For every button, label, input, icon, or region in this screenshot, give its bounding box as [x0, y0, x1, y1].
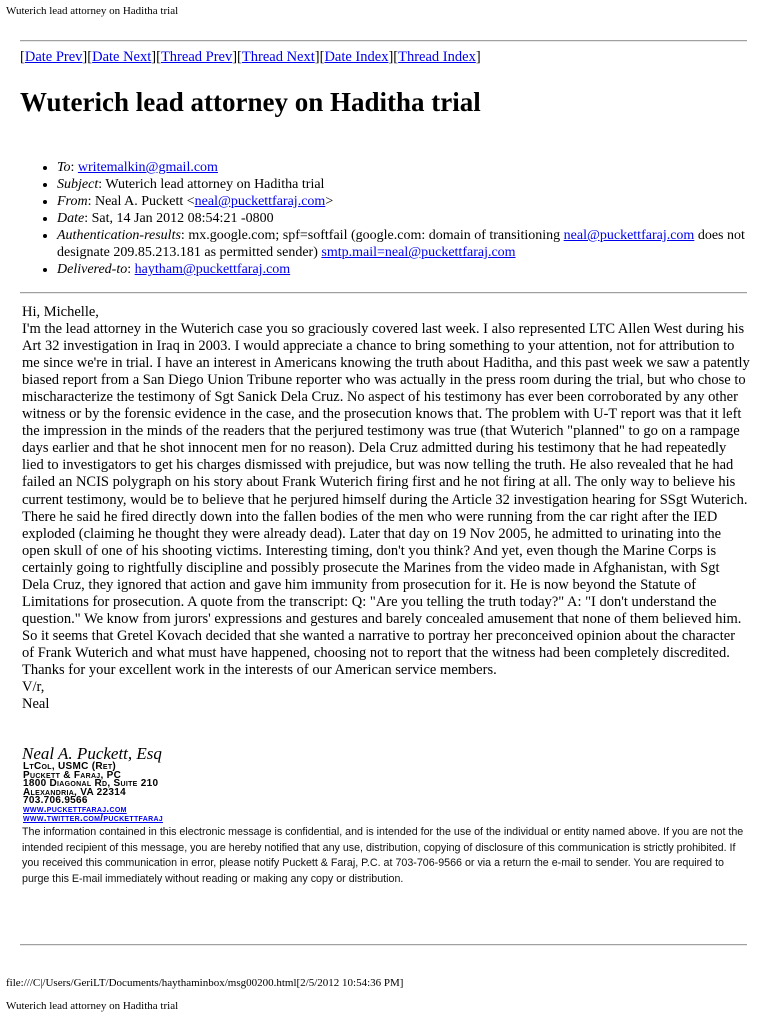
auth-text: mx.google.com; spf=softfail (google.com: domain of transitioning — [188, 228, 564, 243]
nav-thread-prev-link[interactable]: Thread Prev — [160, 49, 233, 65]
signature-name: Neal A. Puckett, Esq — [22, 744, 162, 763]
header-divider — [20, 292, 747, 294]
signature-line: 1800 Diagonal Rd, Suite 210 — [23, 778, 159, 790]
nav-date-prev-link[interactable]: Date Prev — [24, 49, 83, 65]
top-divider — [20, 40, 747, 42]
confidentiality-disclaimer: The information contained in this electronic message is confidential, and is intended for the use of the individual or entity named above. If you are not the intended recipient of this message, you are hereby notified that any use, distribution, copying of disclosure of this communication is strictly prohibited. If you received this communication in error, please notify Puckett & Faraj, P.C. at 703-706-9566 or via a return the e-mail to sender. You are required to purge this E-mail immediately without reading or making any copy or distribution. — [22, 826, 744, 885]
header-to: • To: writemalkin@gmail.com — [57, 159, 748, 176]
date-value: Sat, 14 Jan 2012 08:54:21 -0800 — [91, 211, 274, 226]
message-title: Wuterich lead attorney on Haditha trial — [20, 87, 481, 117]
subject-value: Wuterich lead attorney on Haditha trial — [105, 177, 325, 192]
header-subject: • Subject: Wuterich lead attorney on Haditha trial — [57, 176, 748, 193]
message-nav — [20, 49, 481, 66]
header-name: To — [57, 160, 71, 175]
website-link[interactable]: www.puckettfaraj.com — [23, 803, 127, 815]
auth-smtp-link[interactable]: smtp.mail=neal@puckettfaraj.com — [321, 245, 516, 260]
message-body — [22, 304, 750, 713]
nav-bracket-open: [ — [20, 49, 25, 65]
twitter-link[interactable]: www.twitter.com/puckettfaraj — [23, 812, 163, 824]
header-delivered-to: • Delivered-to: haytham@puckettfaraj.com — [57, 261, 748, 278]
thanks-line: Thanks for your excellent work in the interests of our American service members. — [22, 661, 497, 678]
nav-separator: ][ — [388, 49, 399, 65]
header-auth-results: • Authentication-results: mx.google.com; spf=softfail (google.com: domain of transitioning neal@puckettfaraj.com does not designate 209.85.213.181 as permitted sender) smtp.mail=neal@puckettfaraj.com — [57, 227, 748, 261]
auth-text: does not designate 209.85.213.181 as permitted sender) — [57, 228, 745, 260]
message-headers — [20, 159, 748, 278]
from-email-link[interactable]: neal@puckettfaraj.com — [194, 194, 326, 209]
closing: V/r, — [22, 679, 45, 696]
header-name: From — [57, 194, 88, 209]
header-name: Date — [57, 211, 85, 226]
header-name: Authentication-results — [57, 228, 181, 243]
signature-line: LtCol, USMC (Ret) — [23, 761, 117, 772]
print-header: Wuterich lead attorney on Haditha trial — [6, 5, 179, 17]
bottom-divider — [20, 944, 747, 946]
nav-bracket-close: ] — [475, 49, 481, 65]
nav-thread-next-link[interactable]: Thread Next — [241, 49, 315, 65]
sender-first-name: Neal — [22, 696, 50, 713]
nav-separator: ][ — [151, 49, 161, 65]
to-email-link[interactable]: writemalkin@gmail.com — [77, 160, 218, 175]
body-paragraph: I'm the lead attorney in the Wuterich case you so graciously covered last week. I also represented LTC Allen West during his Art 32 investigation in Iraq in 2003. I would appreciate a chance to bring something to your attention, not for attribution to me since we're in trial. I have an interest in Americans knowing the truth about Haditha, and this past week we saw a patently biased report from a San Diego Union Tribune reporter who was actually in the press room during the trial, but who chose to mischaracterize the testimony of Sgt Sanick Dela Cruz. No aspect of his testimony has ever been corroborated by any other witness or by the forensic evidence in the case, and the prosecution knows that. The problem with U-T report was that it left the impression in the minds of the readers that the perjured testimony was true (that Wuterich "planned" to go on a rampage days earlier and that he shot innocent men for no reason). Dela Cruz admitted during his testimony that he had repeatedly lied to investigators to get his charges dismissed with prejudice, but was now telling the truth. He also revealed that he had failed an NCIS polygraph on his story about Frank Wuterich firing first and he not firing at all. The only way to believe his current testimony, would be to believe that he perjured himself during the Article 32 investigation hearing for SSgt Wuterich. There he said he fired directly down into the fallen bodies of the men who were running from the car right after the IED exploded (claiming he thought they were already dead). Later that day on 19 Nov 2005, he admitted to urinating into the open skull of one of his shooting victims. Interesting timing, don't you think? And yet, even though the Marine Corps is certainly going to rightfully discipline and possibly prosecute the Marines from the video made in Afghanistan, with Sgt Dela Cruz, they ignored that action and gave him immunity from prosecution for it. He is now beyond the Statute of Limitations for prosecution. A quote from the transcript: Q: "Are you telling the truth today?" A: "I don't understand the question." We know from jurors' expressions and gestures and barely concealed amusement that none of them believed him. So it seems that Gretel Kovach decided that she wanted a narrative to portray her preconceived opinion about the character of Frank Wuterich and what must have happened, choosing not to report that the witness had been completely discredited. — [22, 321, 750, 661]
signature-line: Alexandria, VA 22314 — [23, 786, 126, 798]
greeting: Hi, Michelle, — [22, 304, 99, 320]
nav-date-index-link[interactable]: Date Index — [324, 49, 389, 65]
signature-line: Puckett & Faraj, PC — [23, 769, 122, 781]
header-name: Delivered-to — [57, 262, 128, 277]
nav-separator: ][ — [314, 49, 325, 65]
header-name: Subject — [57, 177, 99, 192]
delivered-email-link[interactable]: haytham@puckettfaraj.com — [134, 262, 291, 277]
signature-line: 703.706.9566 — [23, 795, 88, 807]
header-date: • Date: Sat, 14 Jan 2012 08:54:21 -0800 — [57, 210, 748, 227]
print-footer-title: Wuterich lead attorney on Haditha trial — [6, 1000, 179, 1012]
from-value: Neal A. Puckett < — [94, 194, 195, 209]
signature-block — [23, 763, 163, 823]
nav-thread-index-link[interactable]: Thread Index — [398, 49, 476, 65]
nav-separator: ][ — [232, 49, 242, 65]
from-value-end: > — [325, 194, 334, 209]
header-from: • From: Neal A. Puckett <neal@puckettfaraj.com> — [57, 193, 748, 210]
nav-separator: ][ — [82, 49, 93, 65]
nav-date-next-link[interactable]: Date Next — [92, 49, 152, 65]
auth-email-link[interactable]: neal@puckettfaraj.com — [563, 228, 695, 243]
print-footer-path: file:///C|/Users/GeriLT/Documents/haythaminbox/msg00200.html[2/5/2012 10:54:36 PM] — [6, 977, 404, 989]
